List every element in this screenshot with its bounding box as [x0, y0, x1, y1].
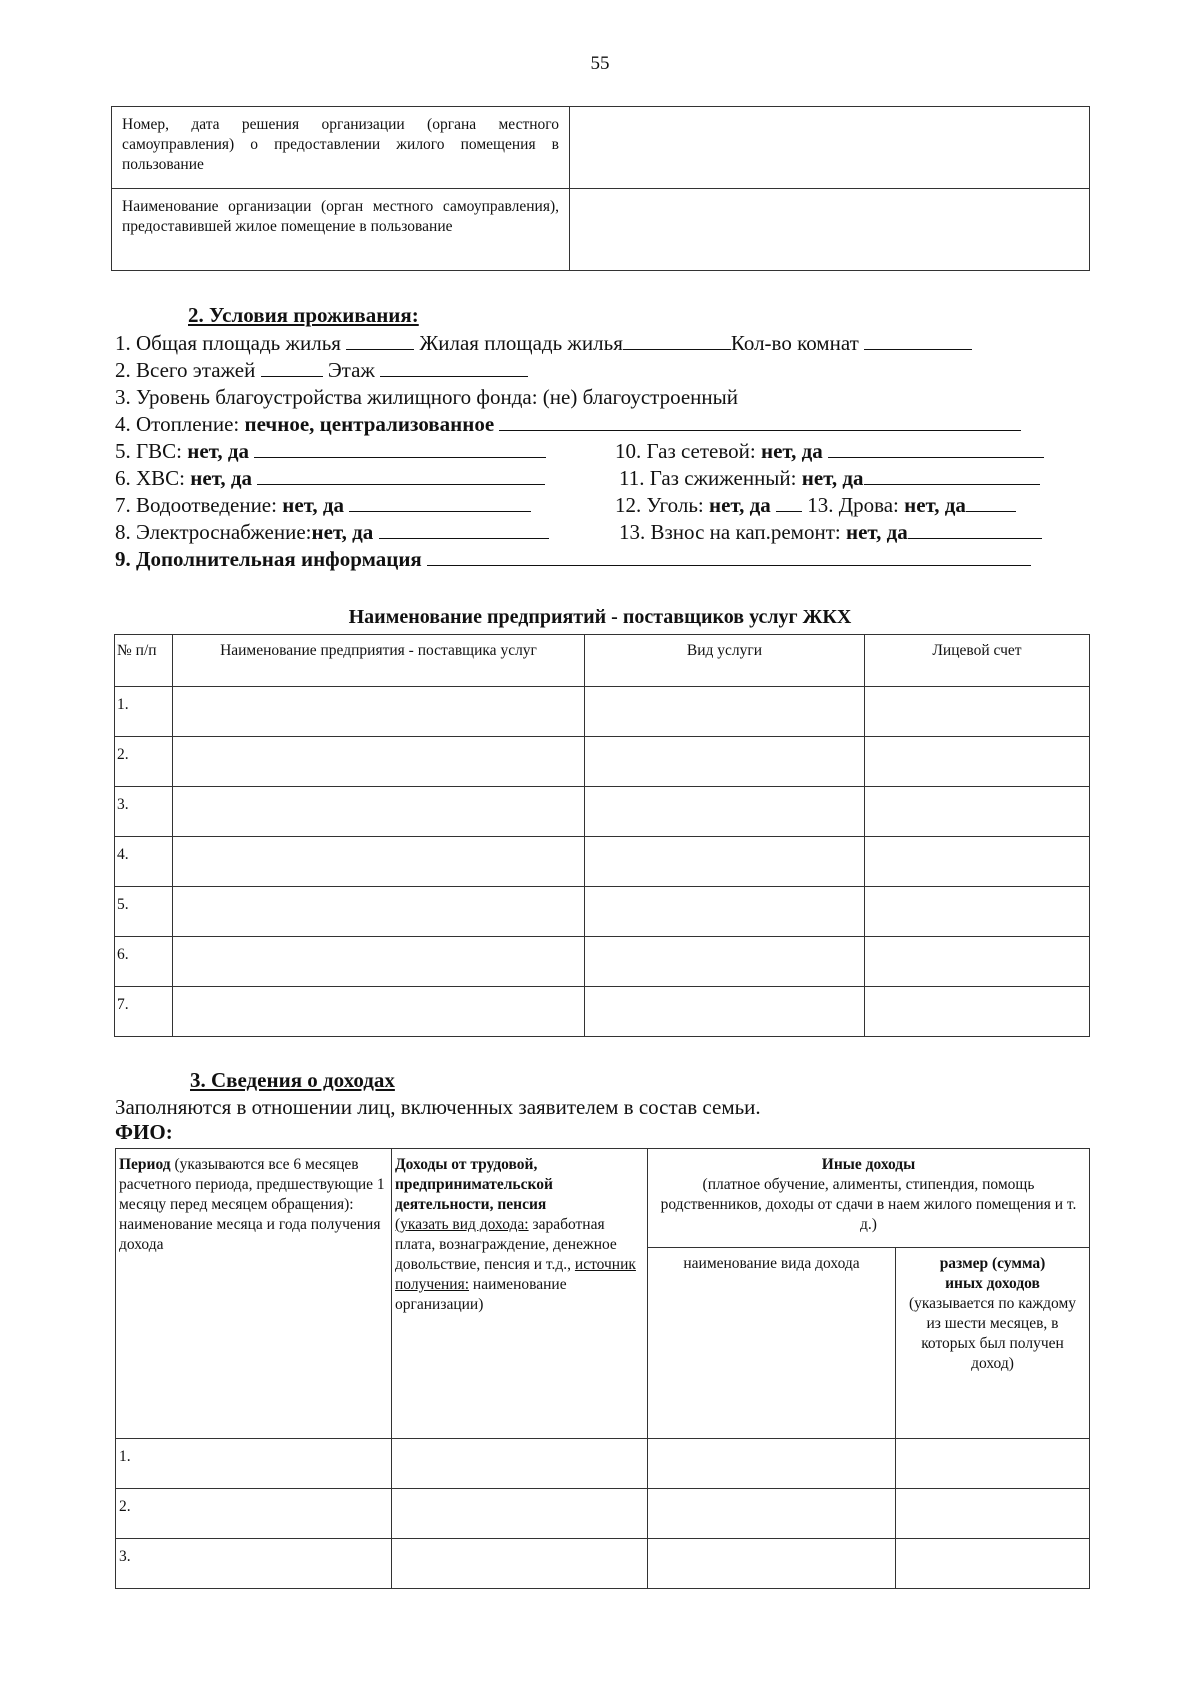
service-cell[interactable] [585, 787, 865, 837]
cold-water-field[interactable] [257, 465, 545, 485]
income-type-header: наименование вида дохода [648, 1248, 896, 1439]
capital-repair-label: 13. Взнос на кап.ремонт: [619, 520, 841, 544]
heating-line [115, 411, 1021, 437]
living-line-1 [115, 330, 972, 356]
fio-label: ФИО: [115, 1120, 173, 1144]
section3-title: 3. Сведения о доходах [190, 1068, 395, 1092]
heating-field[interactable] [499, 411, 1021, 431]
supplier-cell[interactable] [173, 887, 585, 937]
capital-repair-options: нет, да [845, 520, 908, 544]
firewood-options: нет, да [904, 493, 966, 517]
account-cell[interactable] [865, 787, 1090, 837]
living-line-2 [115, 357, 528, 383]
electricity-label: 8. Электроснабжение: [115, 520, 312, 544]
account-cell[interactable] [865, 737, 1090, 787]
additional-info-line [115, 546, 1031, 572]
coal-label: 12. Уголь: [615, 493, 704, 517]
other-income-header [648, 1149, 1090, 1248]
suppliers-table [114, 634, 1090, 1037]
work-income-cell[interactable] [392, 1439, 648, 1489]
row-number: 1. [115, 687, 173, 737]
additional-info-label: 9. Дополнительная информация [115, 547, 422, 571]
income-type-cell[interactable] [648, 1439, 896, 1489]
living-area-field[interactable] [623, 330, 731, 350]
table-row [115, 887, 1090, 937]
additional-info-field[interactable] [427, 546, 1031, 566]
gas-network-field[interactable] [828, 438, 1044, 458]
table-row [116, 1489, 1090, 1539]
supplier-cell[interactable] [173, 787, 585, 837]
col-service-header: Вид услуги [585, 635, 865, 687]
total-area-label: 1. Общая площадь жилья [115, 331, 341, 355]
table-row [115, 837, 1090, 887]
col-number-header: № п/п [115, 635, 173, 687]
service-cell[interactable] [585, 987, 865, 1037]
floors-field[interactable] [261, 357, 323, 377]
work-income-cell[interactable] [392, 1539, 648, 1589]
service-cell[interactable] [585, 737, 865, 787]
supplier-cell[interactable] [173, 737, 585, 787]
row-number: 2. [116, 1489, 392, 1539]
gas-network-line [615, 438, 1044, 464]
gas-liquid-label: 11. Газ сжиженный: [619, 466, 797, 490]
account-cell[interactable] [865, 687, 1090, 737]
capital-repair-line [619, 519, 1042, 545]
account-cell[interactable] [865, 987, 1090, 1037]
hot-water-label: 5. ГВС: [115, 439, 182, 463]
supplier-cell[interactable] [173, 687, 585, 737]
other-income-title: Иные доходы [821, 1156, 916, 1173]
service-cell[interactable] [585, 687, 865, 737]
heating-label: 4. Отопление: [115, 412, 240, 436]
supplier-cell[interactable] [173, 837, 585, 887]
income-amount-cell[interactable] [896, 1489, 1090, 1539]
organization-value-cell[interactable] [570, 189, 1090, 271]
row-number: 7. [115, 987, 173, 1037]
heating-options: печное, централизованное [244, 412, 495, 436]
coal-firewood-line [615, 492, 1016, 518]
other-income-text: (платное обучение, алименты, стипендия, помощь родственников, доходы от сдачи в наем жилого помещения и т. д.) [660, 1176, 1077, 1233]
electricity-line [115, 519, 549, 545]
firewood-field[interactable] [966, 492, 1016, 512]
work-income-source-text: наименование организации) [395, 1276, 567, 1313]
row-number: 3. [116, 1539, 392, 1589]
work-income-type-examples: заработная плата, вознаграждение, денежное довольствие, пенсия и т.д., [395, 1216, 617, 1273]
work-income-type-hint: (указать вид дохода: [395, 1216, 529, 1233]
income-table [115, 1148, 1090, 1589]
work-income-source-hint: источник получения: [395, 1256, 636, 1293]
floor-label: Этаж [327, 358, 375, 382]
gas-network-label: 10. Газ сетевой: [615, 439, 756, 463]
income-amount-cell[interactable] [896, 1539, 1090, 1589]
section3-subtitle: Заполняются в отношении лиц, включенных заявителем в состав семьи. [115, 1095, 761, 1119]
decision-value-cell[interactable] [570, 107, 1090, 189]
service-cell[interactable] [585, 887, 865, 937]
hot-water-field[interactable] [254, 438, 546, 458]
table-row [115, 787, 1090, 837]
supplier-cell[interactable] [173, 937, 585, 987]
capital-repair-field[interactable] [908, 519, 1042, 539]
organization-label: Наименование организации (орган местного самоуправления), предоставившей жилое помещение в пользование [112, 189, 570, 271]
gas-liquid-options: нет, да [801, 466, 864, 490]
table-row [116, 1439, 1090, 1489]
row-number: 6. [115, 937, 173, 987]
row-number: 5. [115, 887, 173, 937]
account-cell[interactable] [865, 887, 1090, 937]
gas-liquid-field[interactable] [864, 465, 1040, 485]
hot-water-line [115, 438, 546, 464]
cold-water-line [115, 465, 545, 491]
income-amount-text: (указывается по каждому из шести месяцев, в которых был получен доход) [908, 1295, 1077, 1372]
work-income-cell[interactable] [392, 1489, 648, 1539]
period-header-title: Период [119, 1156, 171, 1173]
income-amount-header [896, 1248, 1090, 1439]
firewood-label: 13. Дрова: [807, 493, 899, 517]
drainage-label: 7. Водоотведение: [115, 493, 277, 517]
coal-field[interactable] [776, 492, 802, 512]
floors-label: 2. Всего этажей [115, 358, 256, 382]
electricity-field[interactable] [379, 519, 549, 539]
floor-field[interactable] [380, 357, 528, 377]
table-row [115, 937, 1090, 987]
drainage-field[interactable] [349, 492, 531, 512]
row-number: 1. [116, 1439, 392, 1489]
decision-label: Номер, дата решения организации (органа местного самоуправления) о предоставлении жилого помещения в пользование [112, 107, 570, 189]
hot-water-options: нет, да [187, 439, 250, 463]
living-area-label: Жилая площадь жилья [419, 331, 623, 355]
period-header-text: (указываются все 6 месяцев расчетного периода, предшествующие 1 месяцу перед месяцем обращения): наименование месяца и года получения дохода [119, 1156, 385, 1253]
comfort-level: 3. Уровень благоустройства жилищного фонда: (не) благоустроенный [115, 385, 739, 409]
rooms-label: Кол-во комнат [730, 331, 859, 355]
work-income-header [392, 1149, 648, 1439]
col-account-header: Лицевой счет [865, 635, 1090, 687]
service-cell[interactable] [585, 837, 865, 887]
table-row [116, 1539, 1090, 1589]
total-area-field[interactable] [346, 330, 414, 350]
rooms-field[interactable] [864, 330, 972, 350]
supplier-cell[interactable] [173, 987, 585, 1037]
col-supplier-header: Наименование предприятия - поставщика услуг [173, 635, 585, 687]
period-header [116, 1149, 392, 1439]
account-cell[interactable] [865, 937, 1090, 987]
table-row [115, 687, 1090, 737]
cold-water-options: нет, да [190, 466, 253, 490]
coal-options: нет, да [708, 493, 771, 517]
row-number: 3. [115, 787, 173, 837]
page-number: 55 [590, 53, 610, 74]
table-row [115, 987, 1090, 1037]
row-number: 2. [115, 737, 173, 787]
suppliers-title: Наименование предприятий - поставщиков услуг ЖКХ [348, 606, 852, 628]
drainage-options: нет, да [282, 493, 344, 517]
income-amount-cell[interactable] [896, 1439, 1090, 1489]
section2-title: 2. Условия проживания: [188, 303, 419, 327]
row-number: 4. [115, 837, 173, 887]
gas-liquid-line [619, 465, 1040, 491]
table-row [115, 737, 1090, 787]
work-income-title: Доходы от трудовой, предпринимательской деятельности, пенсия [395, 1156, 553, 1213]
account-cell[interactable] [865, 837, 1090, 887]
income-type-cell[interactable] [648, 1489, 896, 1539]
electricity-options: нет, да [311, 520, 374, 544]
drainage-line [115, 492, 531, 518]
decision-table [111, 106, 1090, 271]
cold-water-label: 6. ХВС: [115, 466, 186, 490]
service-cell[interactable] [585, 937, 865, 987]
income-type-cell[interactable] [648, 1539, 896, 1589]
gas-network-options: нет, да [760, 439, 823, 463]
income-amount-subtitle: иных доходов [945, 1275, 1040, 1292]
income-amount-title: размер (сумма) [939, 1255, 1046, 1272]
